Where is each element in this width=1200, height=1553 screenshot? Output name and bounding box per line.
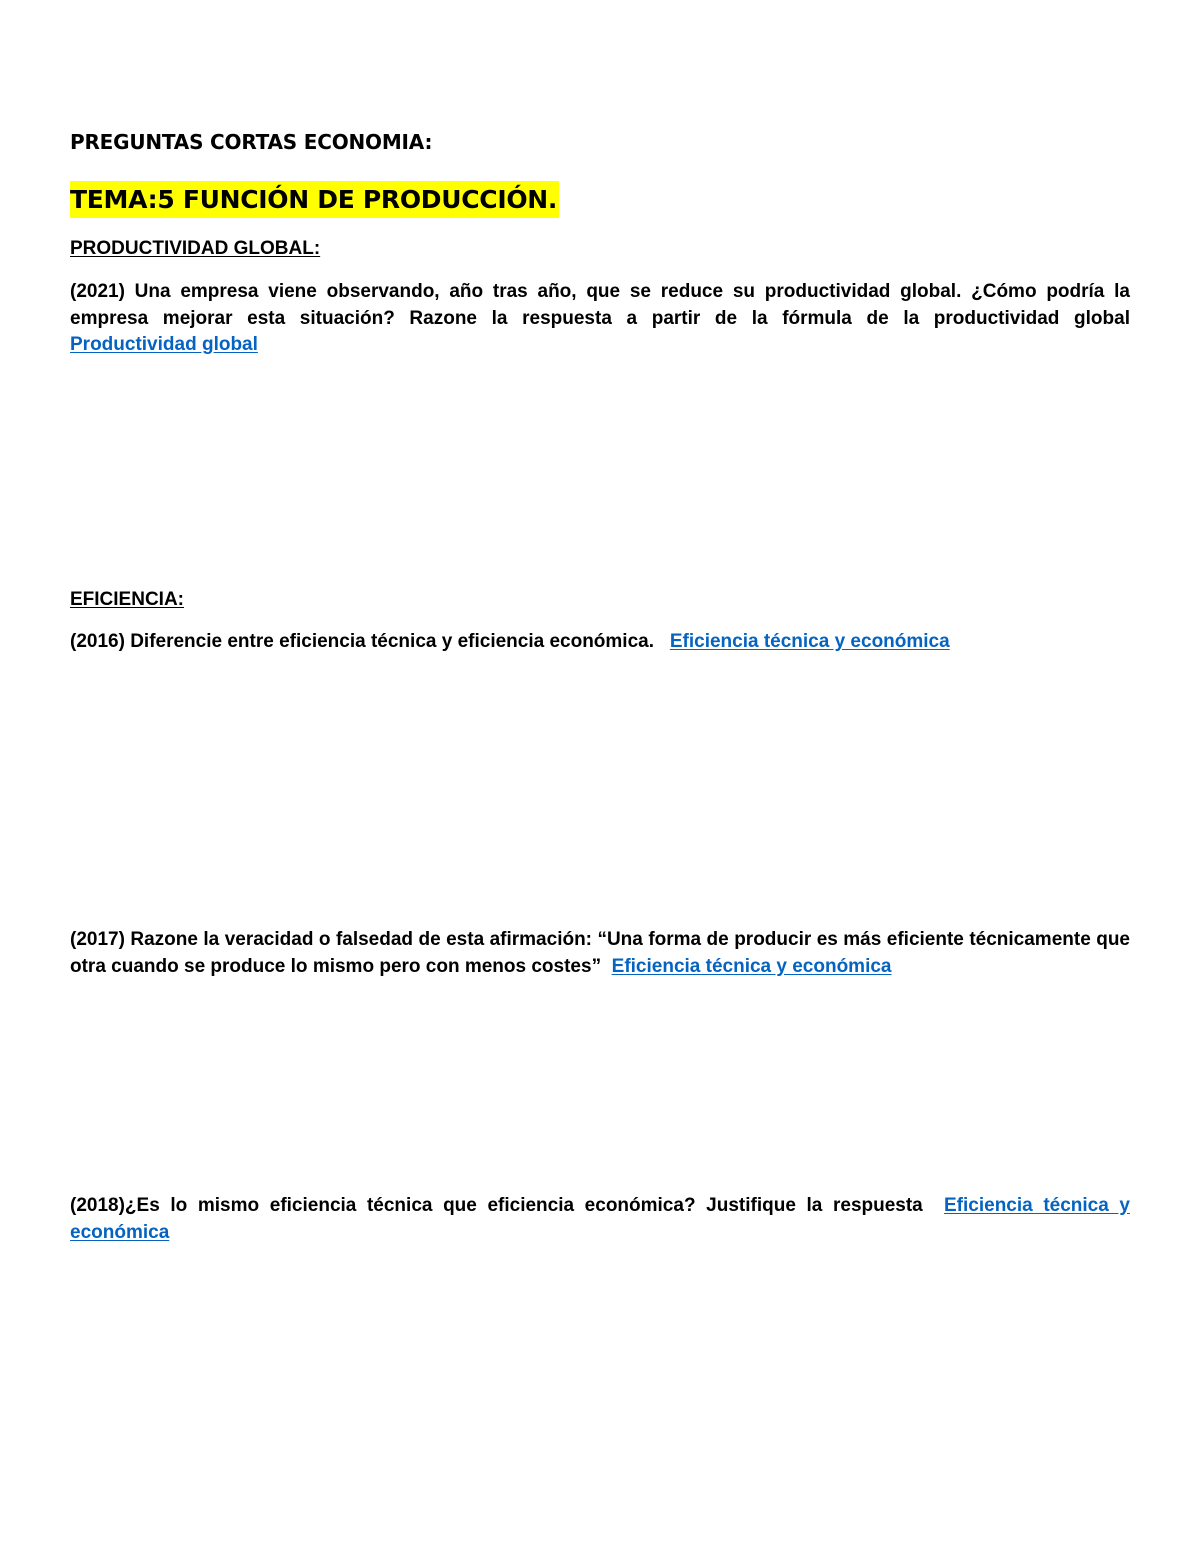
question-2018 [70, 1193, 1130, 1246]
question-2021-text: (2021) Una empresa viene observando, año tras año, que se reduce su productividad global. ¿Cómo podría la empresa mejorar esta situación? Razone la respuesta a partir de la fórmula de la productividad global [70, 281, 1130, 329]
eficiencia-link-2017[interactable]: Eficiencia técnica y económica [611, 955, 892, 977]
eficiencia-link-2016[interactable]: Eficiencia técnica y económica [669, 631, 950, 652]
section-heading-eficiencia: EFICIENCIA: [70, 589, 184, 610]
question-2017-text: (2017) Razone la veracidad o falsedad de esta afirmación: “Una forma de producir es más eficiente técnicamente que otra cuando se produce lo mismo pero con menos costes” [70, 929, 1130, 977]
eficiencia-link-2018[interactable]: Eficiencia técnica y económica [70, 1195, 1130, 1243]
document-title: PREGUNTAS CORTAS ECONOMIA: [70, 130, 433, 154]
question-2017 [70, 927, 1130, 980]
productividad-global-link[interactable]: Productividad global [70, 334, 258, 355]
question-2021 [70, 279, 1130, 359]
question-2016 [70, 629, 1130, 656]
section-heading-productividad: PRODUCTIVIDAD GLOBAL: [70, 238, 321, 259]
question-2018-text: (2018)¿Es lo mismo eficiencia técnica que eficiencia económica? Justifique la respuesta [70, 1195, 923, 1216]
question-2016-text: (2016) Diferencie entre eficiencia técnica y eficiencia económica. [70, 631, 654, 652]
topic-title-highlighted: TEMA:5 FUNCIÓN DE PRODUCCIÓN. [70, 181, 559, 218]
